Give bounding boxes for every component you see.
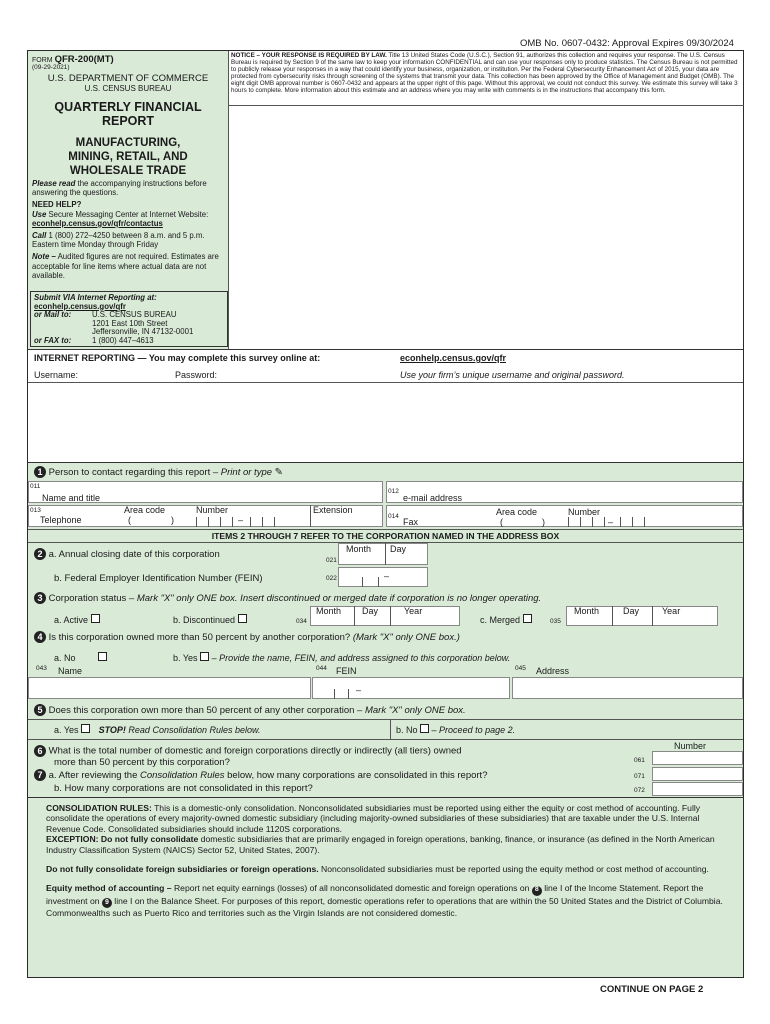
stop-text: Read Consolidation Rules below. — [128, 725, 261, 735]
number-label: Number — [196, 505, 229, 515]
note-lead: Note – — [32, 252, 56, 262]
q3-number-icon: 3 — [34, 592, 46, 604]
paren-open: ( — [128, 515, 131, 525]
question-1 — [34, 466, 283, 478]
parent-fein-dash: – — [356, 685, 362, 695]
q4-yes: b. Yes – Provide the name, FEIN, and address assigned to this corporation below. — [173, 653, 511, 663]
fax-label: Fax — [403, 517, 419, 527]
q5-text: Does this corporation own more than 50 percent of any other corporation – — [48, 705, 363, 716]
telephone-label: Telephone — [40, 515, 82, 525]
q4-text: Is this corporation owned more than 50 percent by another corporation? — [48, 632, 351, 643]
fax-lead: or FAX to: — [34, 335, 72, 345]
fax-dash: – — [608, 517, 614, 527]
q7a-pre: a. After reviewing the — [48, 770, 138, 781]
code-044: 044 — [316, 665, 327, 672]
question-7b: b. How many corporations are not consolidated in this report? — [54, 783, 313, 794]
form-date: (09-29-2021) — [32, 64, 70, 71]
form-title-2: REPORT — [101, 114, 155, 128]
mail-line-1: U.S. CENSUS BUREAU — [92, 310, 177, 320]
fein-dash: – — [384, 571, 390, 581]
q3-text: Corporation status – — [48, 593, 135, 604]
parent-name-field[interactable] — [28, 677, 311, 699]
continue-footer: CONTINUE ON PAGE 2 — [600, 984, 704, 995]
form-page — [27, 50, 744, 978]
q2a-text: a. Annual closing date of this corporation — [48, 549, 220, 560]
read-lead: Please read — [32, 179, 76, 188]
code-012: 012 — [388, 488, 399, 495]
consolidation-rules — [46, 803, 728, 918]
code-035: 035 — [550, 618, 561, 625]
proceed-text: – Proceed to page 2. — [431, 725, 516, 735]
help-link[interactable]: econhelp.census.gov/qfr/contactus — [32, 218, 163, 228]
merged-month-label: Month — [574, 606, 600, 616]
code-071: 071 — [634, 773, 645, 780]
disc-month-label: Month — [316, 606, 342, 616]
q1-number-icon: 1 — [34, 466, 46, 478]
password-label: Password: — [175, 370, 218, 380]
question-3 — [34, 592, 739, 604]
q6-text-1: What is the total number of domestic and foreign corporations directly or indirectly (all tiers) owned — [48, 745, 462, 757]
internet-reporting — [28, 350, 743, 462]
submit-via: Submit VIA Internet Reporting at: — [34, 293, 157, 302]
q5-no: b. No – Proceed to page 2. — [396, 725, 516, 735]
q2-number-icon: 2 — [34, 548, 46, 560]
note-text: Audited figures are not required. Estimates are acceptable for line items where actual data are not available. — [32, 252, 219, 280]
number-column-label: Number — [674, 741, 707, 751]
closing-day-label: Day — [390, 544, 407, 554]
paren-close: ) — [171, 515, 174, 525]
internet-url[interactable]: econhelp.census.gov/qfr — [400, 353, 507, 363]
question-4 — [34, 631, 739, 643]
fax-number: 1 (800) 447–4613 — [92, 335, 154, 345]
call-text: 1 (800) 272–4250 between 8 a.m. and 5 p.m. Eastern time Monday through Friday — [32, 231, 205, 250]
code-021: 021 — [326, 557, 337, 564]
fax-paren-close: ) — [542, 517, 545, 527]
notice-lead: NOTICE – YOUR RESPONSE IS REQUIRED BY LAW. — [231, 52, 387, 59]
q3-italic: Mark "X" only ONE box. Insert discontinued or merged date if corporation is no longer operating. — [136, 593, 542, 604]
submit-box — [30, 291, 228, 347]
header-left — [28, 51, 228, 177]
fax-number-label: Number — [568, 507, 601, 517]
extension-label: Extension — [313, 505, 353, 515]
mail-line-2: 1201 East 10th Street — [92, 318, 168, 328]
code-043: 043 — [36, 665, 47, 672]
q6-text-2: more than 50 percent by this corporation? — [54, 757, 230, 768]
mail-lead: or Mail to: — [34, 310, 72, 320]
call-lead: Call — [32, 231, 47, 241]
q5-no-checkbox[interactable] — [420, 724, 429, 733]
q7-number-icon: 7 — [34, 769, 46, 781]
q4-no: a. No — [54, 652, 107, 663]
status-active: a. Active — [54, 614, 100, 625]
username-label: Username: — [34, 370, 79, 380]
q1-text: Person to contact regarding this report – — [48, 467, 219, 478]
parent-fein-label: FEIN — [336, 666, 357, 676]
department: U.S. DEPARTMENT OF COMMERCE — [47, 73, 209, 84]
code-034: 034 — [296, 618, 307, 625]
merged-year-label: Year — [662, 606, 681, 616]
disc-year-label: Year — [404, 606, 423, 616]
rules-paragraph-4: Equity method of accounting – Report net equity earnings (losses) of all nonconsolidated domestic and foreign operations on 8 line I of the Income Statement. Report the investment on 9 line I on the Balance Sheet. For purposes of this report, domestic operations refer to operations that are within the 50 United States and the District of Columbia. Commonwealths such as Puerto Rico and territories such as the Virgin Islands are not considered domestic. — [46, 883, 723, 918]
email-label: e-mail address — [403, 493, 463, 503]
item-8-icon: 8 — [532, 886, 542, 896]
q6-number-field[interactable] — [652, 751, 743, 765]
fax-area-code-label: Area code — [496, 507, 538, 517]
name-title-label: Name and title — [42, 493, 101, 503]
question-2b: b. Federal Employer Identification Number (FEIN) — [54, 573, 263, 584]
q5-yes: a. Yes STOP! Read Consolidation Rules below. — [54, 725, 261, 735]
internet-label: INTERNET REPORTING — You may complete this survey online at: — [34, 353, 321, 363]
parent-fein-field[interactable] — [312, 677, 510, 699]
form-id: QFR-200(MT) — [54, 54, 114, 65]
status-discontinued: b. Discontinued — [173, 614, 247, 625]
form-prefix: FORM — [32, 57, 53, 64]
question-6 — [34, 745, 462, 768]
address-box[interactable] — [228, 51, 743, 349]
q4-italic: (Mark "X" only ONE box.) — [352, 632, 460, 643]
code-045: 045 — [515, 665, 526, 672]
stop-label: STOP! — [98, 725, 126, 735]
merged-day-label: Day — [623, 606, 640, 616]
login-hint: Use your firm’s unique username and original password. — [400, 370, 625, 380]
fax-field[interactable] — [386, 505, 743, 527]
submit-url[interactable]: econhelp.census.gov/qfr — [34, 301, 126, 311]
q5-italic: Mark "X" only ONE box. — [364, 705, 466, 716]
read-text: the accompanying instructions before answering the questions. — [32, 179, 207, 198]
fein-field[interactable] — [338, 567, 428, 587]
help-section — [32, 179, 226, 280]
q5-yes-checkbox[interactable] — [81, 724, 90, 733]
disc-day-label: Day — [362, 606, 379, 616]
q7a-number-field[interactable] — [652, 767, 743, 781]
subtitle-3: WHOLESALE TRADE — [69, 165, 187, 177]
use-text: Secure Messaging Center at Internet Website: — [48, 209, 209, 219]
rules-paragraph-1: CONSOLIDATION RULES: This is a domestic-only consolidation. Nonconsolidated subsidiaries must be reported using either the equity or cost method of accounting. Fully consolidate the operations of every majority-owned domestic subsidiary (including majority-owned subsidiaries of these subsidiaries) that are taxable under the U.S. Internal Revenue Code. Consolidated subsidiaries should include 1120S corporations. — [46, 803, 701, 834]
status-merged: c. Merged — [480, 614, 532, 625]
notice-text: Title 13 United States Code (U.S.C.), Section 91, authorizes this collection and requires your response. The U.S. Census Bureau is required by Section 9 of the same law to keep your information CONFIDENTIAL and can use your responses only to produce statistics. The Census Bureau is not permitted to publicly release your responses in a way that could identify your business, organization, or institution. Per the Federal Cybersecurity Enhancement Act of 2015, your data are protected from cybersecurity risks through screening of the systems that transmit your data. This collection has been approved by the Office of Management and Budget (OMB). The eight digit OMB approval number is 0607-0432 and appears at the upper right of this page. Without this approval, we could not conduct this survey. We estimate this survey will take 3 hours to complete. More information about this estimate and an address where you may write with comments is in the instructions that accompany this form. — [231, 52, 738, 94]
items-banner: ITEMS 2 THROUGH 7 REFER TO THE CORPORATION NAMED IN THE ADDRESS BOX — [28, 529, 743, 543]
subtitle-2: MINING, RETAIL, AND — [68, 151, 188, 163]
form-title-1: QUARTERLY FINANCIAL — [54, 100, 202, 114]
item-9-icon: 9 — [102, 898, 112, 908]
mail-line-3: Jeffersonville, IN 47132-0001 — [92, 327, 194, 337]
pencil-icon: ✎ — [274, 467, 284, 478]
fax-paren-open: ( — [500, 517, 503, 527]
question-7a — [34, 769, 487, 781]
code-061: 061 — [634, 757, 645, 764]
q4-yes-checkbox[interactable] — [200, 652, 209, 661]
parent-address-label: Address — [536, 666, 570, 676]
q7a-italic: Consolidation Rules — [140, 770, 225, 781]
code-072: 072 — [634, 787, 645, 794]
parent-name-label: Name — [58, 666, 83, 676]
use-lead: Use — [32, 209, 47, 219]
code-014: 014 — [388, 513, 399, 520]
subtitle-1: MANUFACTURING, — [75, 137, 181, 149]
bureau: U.S. CENSUS BUREAU — [84, 84, 172, 93]
q7a-post: below, how many corporations are consolidated in this report? — [227, 770, 488, 781]
q5-number-icon: 5 — [34, 704, 46, 716]
discontinued-checkbox[interactable] — [238, 614, 247, 623]
q7b-number-field[interactable] — [652, 782, 743, 796]
q1-italic: Print or type — [220, 467, 273, 478]
active-checkbox[interactable] — [91, 614, 100, 623]
code-011: 011 — [30, 483, 41, 490]
q4-no-checkbox[interactable] — [98, 652, 107, 661]
tel-dash: – — [238, 515, 244, 525]
area-code-label: Area code — [124, 505, 166, 515]
closing-month-label: Month — [346, 544, 372, 554]
omb-number: OMB No. 0607-0432: Approval Expires 09/30/2024 — [520, 38, 734, 49]
parent-address-field[interactable] — [512, 677, 743, 699]
q4-provide: – Provide the name, FEIN, and address assigned to this corporation below. — [211, 653, 511, 663]
code-022: 022 — [326, 575, 337, 582]
question-5 — [34, 704, 739, 716]
rules-paragraph-2: EXCEPTION: Do not fully consolidate domestic subsidiaries that are primarily engaged in foreign operations, banking, finance, or insurance (as defined in the North American Industry Classification System (NAICS) Sector 52, United States, 2007). — [46, 834, 715, 855]
need-help: NEED HELP? — [32, 200, 82, 210]
rules-paragraph-3: Do not fully consolidate foreign subsidiaries or foreign operations. Nonconsolidated subsidiaries must be reported using the equity method or cost method of accounting. — [46, 864, 709, 875]
merged-checkbox[interactable] — [523, 614, 532, 623]
code-013: 013 — [30, 507, 41, 514]
q4-number-icon: 4 — [34, 631, 46, 643]
q6-number-icon: 6 — [34, 745, 46, 757]
question-2a — [34, 548, 220, 560]
